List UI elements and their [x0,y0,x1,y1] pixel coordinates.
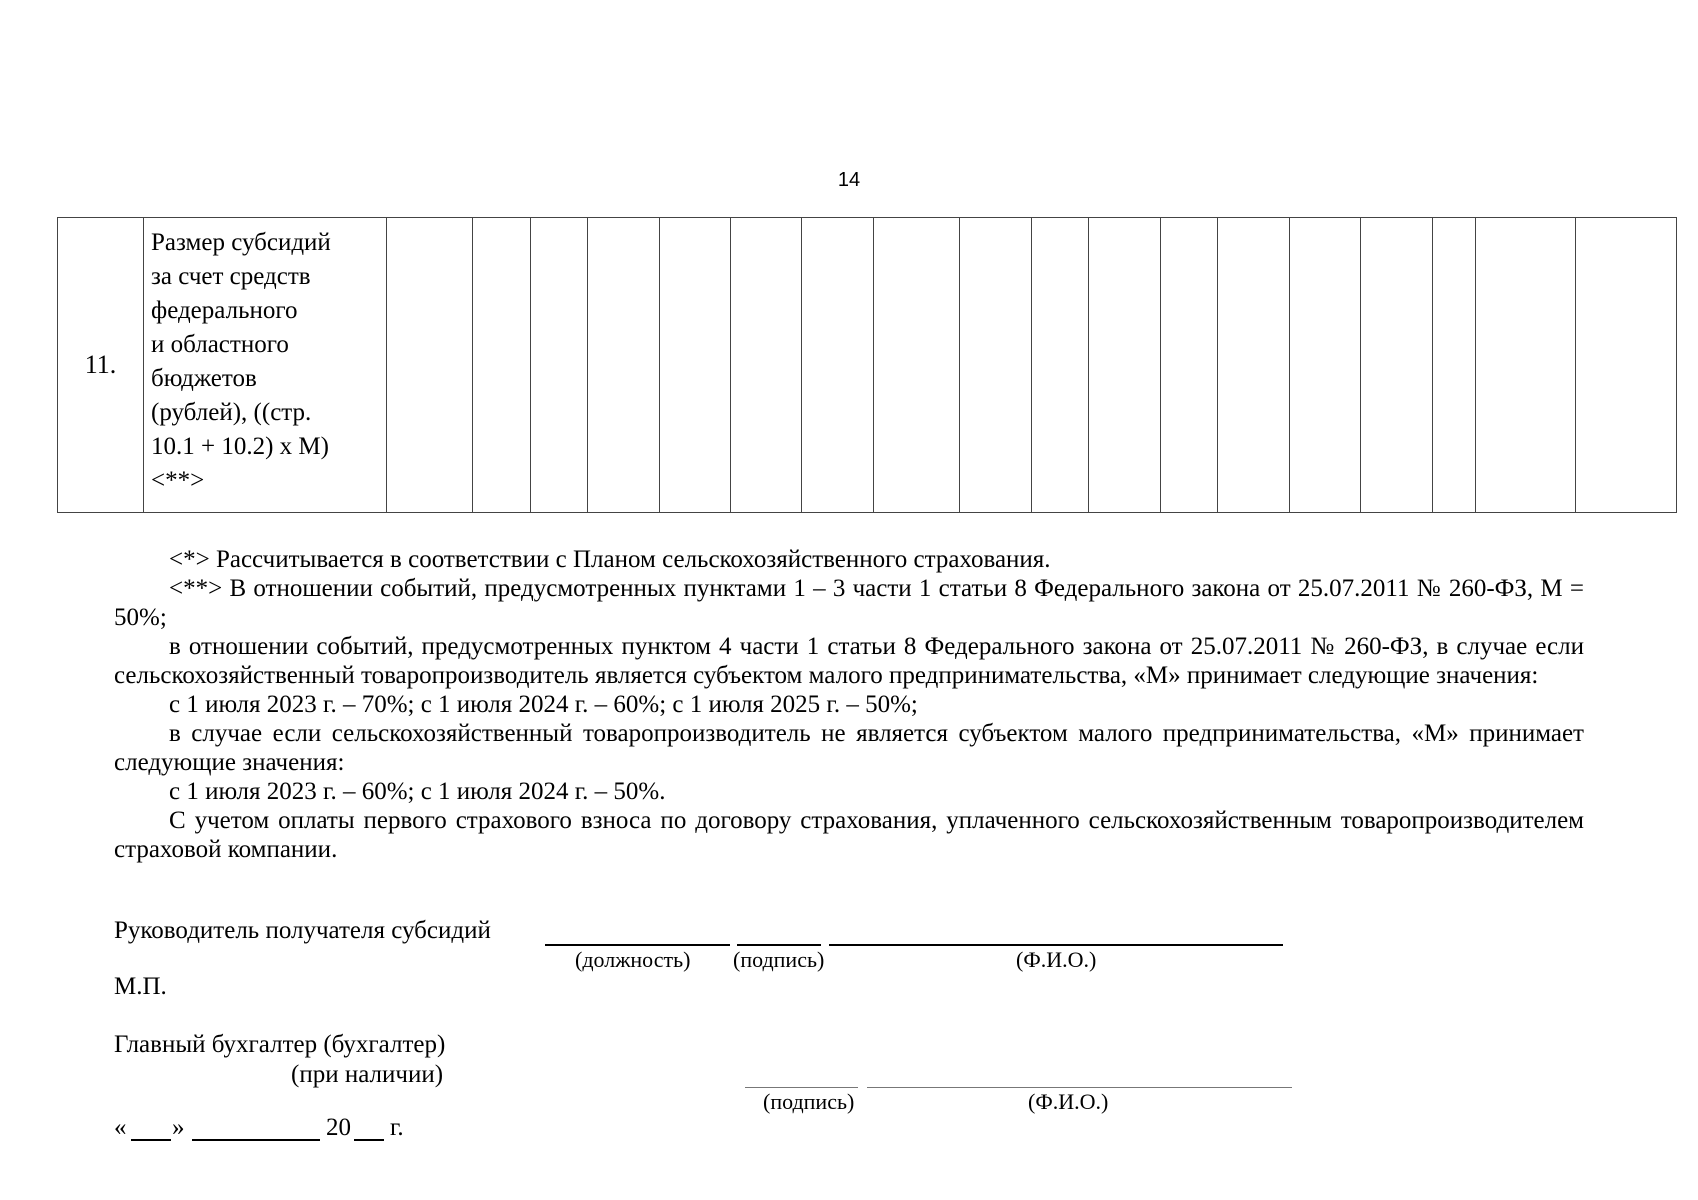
footnote-2-part-1: в отношении событий, предусмотренных пунктом 4 части 1 статьи 8 Федерального закона от 25.07.2011 № 260-ФЗ, в случае если сельскохозяйственный товаропроизводитель является субъектом малого предпринимательства, «М» принимает следующие значения: [114,633,1584,689]
row-number-cell: 11. [58,218,144,513]
signature-caption: (подпись) [733,947,825,972]
row-label-line: <**> [151,467,205,494]
signature-line [737,944,821,946]
footnote-3: С учетом оплаты первого страхового взноса по договору страхования, уплаченного сельскохозяйственным товаропроизводителем страховой компании. [114,807,1584,863]
row-label-line: (рублей), ((стр. [151,399,312,426]
footnote-2-rates-1: с 1 июля 2023 г. – 70%; с 1 июля 2024 г. – 60%; с 1 июля 2025 г. – 50%; [169,691,918,718]
empty-cell [802,218,874,513]
subsidy-table [57,217,1677,513]
accountant-name-caption: (Ф.И.О.) [1028,1089,1109,1114]
empty-cell [473,218,531,513]
row-label-line: Размер субсидий [151,229,331,256]
empty-cell [731,218,802,513]
empty-cell [387,218,473,513]
accountant-signature-caption: (подпись) [763,1089,855,1114]
head-signature-label: Руководитель получателя субсидий [114,917,491,944]
position-caption: (должность) [575,947,691,972]
position-line [545,944,730,946]
table-row [58,218,1677,513]
date-month-line [192,1139,320,1141]
footnote-2: <**> В отношении событий, предусмотренных пунктами 1 – 3 части 1 статьи 8 Федерального закона от 25.07.2011 № 260-ФЗ, М = 50%; [114,575,1584,631]
empty-cell [1290,218,1361,513]
empty-cell [1576,218,1677,513]
empty-cell [1089,218,1161,513]
row-label-line: бюджетов [151,365,257,392]
date-close-quote: » [172,1114,185,1141]
name-caption: (Ф.И.О.) [1016,947,1097,972]
date-year-suffix: г. [390,1114,404,1141]
empty-cell [660,218,731,513]
empty-cell [1476,218,1576,513]
date-year-line [354,1139,384,1141]
date-day-line [131,1139,171,1141]
row-label-cell [144,218,387,513]
page-number: 14 [837,169,861,191]
accountant-label: Главный бухгалтер (бухгалтер) [114,1031,446,1058]
empty-cell [1161,218,1218,513]
empty-cell [588,218,660,513]
row-label-line: 10.1 + 10.2) х М) [151,433,329,460]
footnote-2-part-2: в случае если сельскохозяйственный товаропроизводитель не является субъектом малого предпринимательства, «М» принимает следующие значения: [114,720,1584,776]
date-year-prefix: 20 [326,1114,351,1141]
empty-cell [1361,218,1433,513]
name-line [829,944,1283,946]
accountant-note: (при наличии) [291,1061,444,1088]
empty-cell [874,218,960,513]
stamp-label: М.П. [114,973,167,1000]
empty-cell [1032,218,1089,513]
date-open-quote: « [114,1114,127,1141]
footnotes [114,545,1584,864]
empty-cell [531,218,588,513]
empty-cell [1218,218,1290,513]
accountant-name-line [867,1087,1292,1088]
row-label-line: за счет средств [151,263,311,290]
row-label-line: и областного [151,331,289,358]
empty-cell [960,218,1032,513]
footnote-2-rates-2: с 1 июля 2023 г. – 60%; с 1 июля 2024 г. – 50%. [169,778,666,805]
row-label-line: федерального [151,297,298,324]
footnote-1: <*> Рассчитывается в соответствии с Планом сельскохозяйственного страхования. [169,546,1051,573]
accountant-signature-line [745,1087,858,1088]
empty-cell [1433,218,1476,513]
